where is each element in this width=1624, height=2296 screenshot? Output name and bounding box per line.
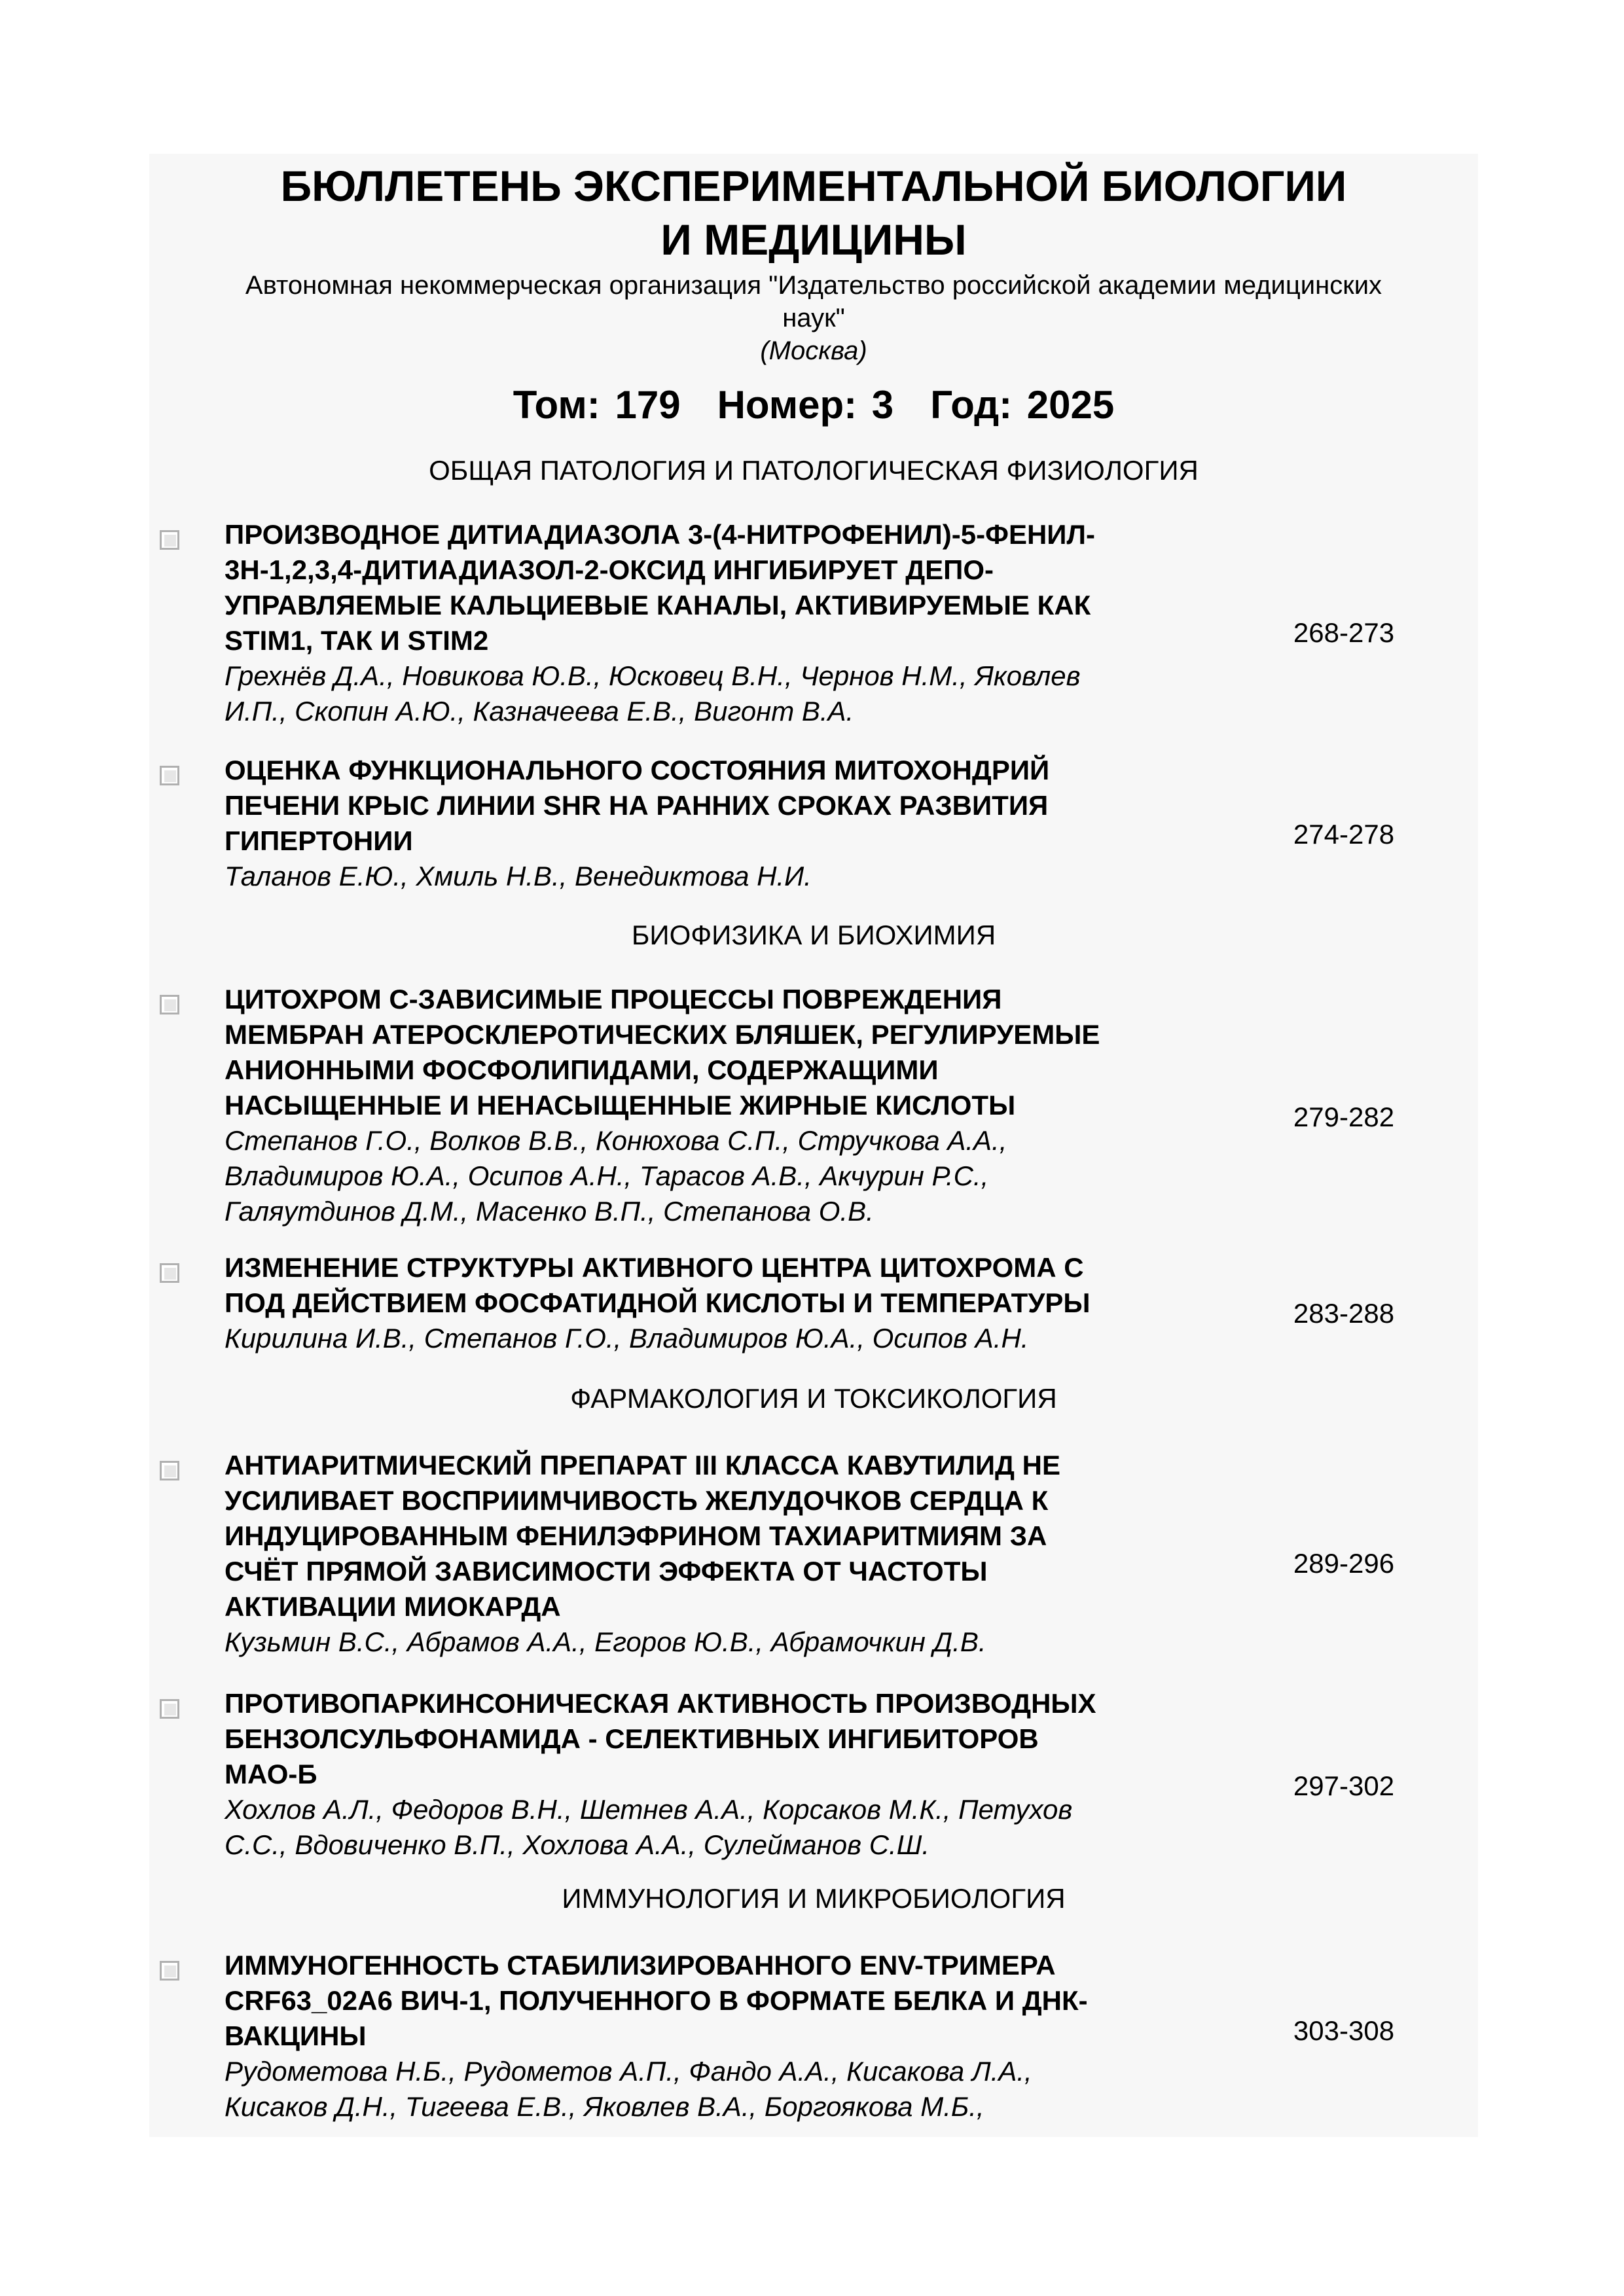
issue-number: Номер: 3: [717, 383, 894, 427]
publisher: Автономная некоммерческая организация "Издательство российской академии медицинских наук": [245, 271, 1382, 332]
journal-header: [149, 154, 1478, 430]
article-pages: 283-288: [1293, 1298, 1395, 1329]
article-title[interactable]: ИЗМЕНЕНИЕ СТРУКТУРЫ АКТИВНОГО ЦЕНТРА ЦИТОХРОМА С ПОД ДЕЙСТВИЕМ ФОСФАТИДНОЙ КИСЛОТЫ И ТЕМПЕРАТУРЫ: [225, 1252, 1091, 1318]
journal-title: БЮЛЛЕТЕНЬ ЭКСПЕРИМЕНТАЛЬНОЙ БИОЛОГИИ И МЕДИЦИНЫ: [280, 162, 1347, 264]
checkbox-icon[interactable]: [160, 1699, 179, 1719]
article-authors: Таланов Е.Ю., Хмиль Н.В., Венедиктова Н.И.: [225, 861, 812, 891]
section-title: ФАРМАКОЛОГИЯ И ТОКСИКОЛОГИЯ: [570, 1383, 1057, 1414]
article-authors: Кирилина И.В., Степанов Г.О., Владимиров Ю.А., Осипов А.Н.: [225, 1323, 1029, 1354]
article-authors: Степанов Г.О., Волков В.В., Конюхова С.П., Стручкова А.А., Владимиров Ю.А., Осипов А.Н., Тарасов А.В., Акчурин Р.С., Галяутдинов Д.М., Масенко В.П., Степанова О.В.: [225, 1125, 1007, 1227]
article-pages: 279-282: [1293, 1102, 1395, 1132]
checkbox-icon[interactable]: [160, 766, 179, 785]
checkbox-icon[interactable]: [160, 1263, 179, 1283]
section-title: ИММУНОЛОГИЯ И МИКРОБИОЛОГИЯ: [562, 1883, 1066, 1914]
article-pages: 297-302: [1293, 1770, 1395, 1801]
issue-info: [149, 380, 1478, 430]
article-authors: Хохлов А.Л., Федоров В.Н., Шетнев А.А., Корсаков М.К., Петухов С.С., Вдовиченко В.П., Хохлова А.А., Сулейманов С.Ш.: [225, 1794, 1073, 1860]
article-title[interactable]: ИММУНОГЕННОСТЬ СТАБИЛИЗИРОВАННОГО ENV-ТРИМЕРА CRF63_02A6 ВИЧ-1, ПОЛУЧЕННОГО В ФОРМАТЕ БЕЛКА И ДНК- ВАКЦИНЫ: [225, 1950, 1088, 2051]
article-authors: Грехнёв Д.А., Новикова Ю.В., Юсковец В.Н., Чернов Н.М., Яковлев И.П., Скопин А.Ю., Казначеева Е.В., Вигонт В.А.: [225, 660, 1081, 726]
publisher-city: (Москва): [760, 336, 867, 365]
section-title: ОБЩАЯ ПАТОЛОГИЯ И ПАТОЛОГИЧЕСКАЯ ФИЗИОЛОГИЯ: [429, 455, 1199, 486]
article-title[interactable]: ЦИТОХРОМ С-ЗАВИСИМЫЕ ПРОЦЕССЫ ПОВРЕЖДЕНИЯ МЕМБРАН АТЕРОСКЛЕРОТИЧЕСКИХ БЛЯШЕК, РЕГУЛИРУЕМЫЕ АНИОННЫМИ ФОСФОЛИПИДАМИ, СОДЕРЖАЩИМИ НАСЫЩЕННЫЕ И НЕНАСЫЩЕННЫЕ ЖИРНЫЕ КИСЛОТЫ: [225, 984, 1100, 1121]
article-title[interactable]: ПРОТИВОПАРКИНСОНИЧЕСКАЯ АКТИВНОСТЬ ПРОИЗВОДНЫХ БЕНЗОЛСУЛЬФОНАМИДА - СЕЛЕКТИВНЫХ ИНГИБИТОРОВ МАО-Б: [225, 1688, 1096, 1789]
article-title[interactable]: ПРОИЗВОДНОЕ ДИТИАДИАЗОЛА 3-(4-НИТРОФЕНИЛ)-5-ФЕНИЛ- 3Н-1,2,3,4-ДИТИАДИАЗОЛ-2-ОКСИД ИНГИБИРУЕТ ДЕПО- УПРАВЛЯЕМЫЕ КАЛЬЦИЕВЫЕ КАНАЛЫ, АКТИВИРУЕМЫЕ КАК STIM1, ТАК И STIM2: [225, 519, 1095, 656]
article-pages: 274-278: [1293, 819, 1395, 850]
checkbox-icon[interactable]: [160, 1461, 179, 1480]
article-pages: 303-308: [1293, 2015, 1395, 2046]
article-title[interactable]: АНТИАРИТМИЧЕСКИЙ ПРЕПАРАТ III КЛАССА КАВУТИЛИД НЕ УСИЛИВАЕТ ВОСПРИИМЧИВОСТЬ ЖЕЛУДОЧКОВ СЕРДЦА К ИНДУЦИРОВАННЫМ ФЕНИЛЭФРИНОМ ТАХИАРИТМИЯМ ЗА СЧЁТ ПРЯМОЙ ЗАВИСИМОСТИ ЭФФЕКТА ОТ ЧАСТОТЫ АКТИВАЦИИ МИОКАРДА: [225, 1450, 1060, 1622]
section-title: БИОФИЗИКА И БИОХИМИЯ: [631, 920, 996, 950]
article-pages: 289-296: [1293, 1548, 1395, 1579]
article-title[interactable]: ОЦЕНКА ФУНКЦИОНАЛЬНОГО СОСТОЯНИЯ МИТОХОНДРИЙ ПЕЧЕНИ КРЫС ЛИНИИ SHR НА РАННИХ СРОКАХ РАЗВИТИЯ ГИПЕРТОНИИ: [225, 755, 1050, 856]
checkbox-icon[interactable]: [160, 995, 179, 1014]
volume: Том: 179: [513, 383, 681, 427]
checkbox-icon[interactable]: [160, 1961, 179, 1981]
article-authors: Рудометова Н.Б., Рудометов А.П., Фандо А.А., Кисакова Л.А., Кисаков Д.Н., Тигеева Е.В., Яковлев В.А., Боргоякова М.Б.,: [225, 2056, 1032, 2122]
year: Год: 2025: [930, 383, 1115, 427]
article-authors: Кузьмин В.С., Абрамов А.А., Егоров Ю.В., Абрамочкин Д.В.: [225, 1626, 986, 1657]
checkbox-icon[interactable]: [160, 530, 179, 550]
article-pages: 268-273: [1293, 617, 1395, 648]
